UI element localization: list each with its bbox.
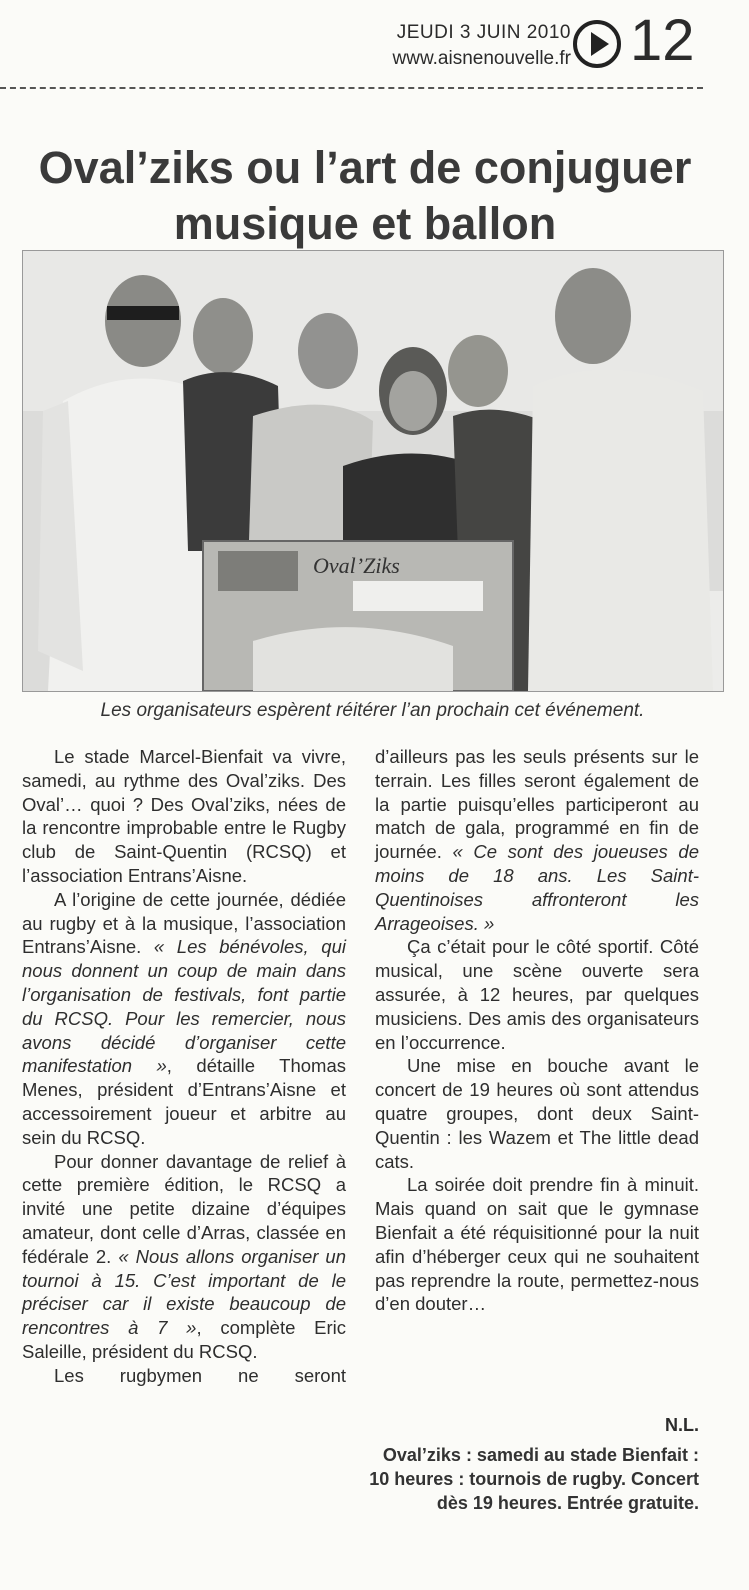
poster-title: Oval’Ziks bbox=[313, 553, 400, 578]
paragraph: Les rugbymen ne seront bbox=[54, 1364, 346, 1386]
paragraph: Le stade Marcel-Bienfait va vivre, samedi, au rythme des Oval’ziks. Des Oval’… quoi ? Des Oval’ziks, nées de la rencontre improbable entre le Rugby club de Saint-Quentin (RCSQ) et l’association Entrans’Aisne. bbox=[22, 746, 346, 886]
play-arrow-icon bbox=[572, 19, 622, 69]
quote: « Les bénévoles, qui nous donnent un coup de main dans l’organisation de festivals, font partie du RCSQ. Pour les remercier, nous avons décidé d’organiser cette manifestation » bbox=[22, 936, 346, 1077]
paragraph bbox=[22, 888, 346, 1150]
article-column-left bbox=[22, 745, 346, 1388]
paragraph: Une mise en bouche avant le concert de 19 heures où sont attendus quatre groupes, dont deux Saint-Quentin : les Wazem et The little dead cats. bbox=[375, 1055, 699, 1172]
article-photo bbox=[22, 250, 724, 692]
page-header bbox=[0, 0, 749, 95]
paragraph-text: d’ailleurs pas les seuls présents sur le terrain. Les filles seront également de la partie puisqu’elles participeront au match de gala, programmé en fin de journée. bbox=[375, 746, 699, 863]
paragraph-text: Pour donner davantage de relief à cette première édition, le RCSQ a invité une petite dizaine d’équipes amateur, dont celle d’Arras, classée en fédérale 2. bbox=[22, 1150, 346, 1267]
issue-date: JEUDI 3 JUIN 2010 bbox=[396, 22, 571, 43]
event-info: Oval’ziks : samedi au stade Bienfait : 10 heures : tournois de rugby. Concert dès 19 heures. Entrée gratuite. bbox=[369, 1445, 699, 1513]
paragraph-text: , détaille Thomas Menes, président d’Entrans’Aisne et accessoirement joueur et arbitre au sein du RCSQ. bbox=[22, 1055, 346, 1148]
paragraph-text: A l’origine de cette journée, dédiée au rugby et à la musique, l’association Entrans’Aisne. bbox=[22, 888, 346, 958]
header-divider bbox=[0, 87, 703, 89]
author-signature: N.L. bbox=[665, 1415, 699, 1435]
website-url: www.aisnenouvelle.fr bbox=[392, 48, 571, 69]
quote: « Nous allons organiser un tournoi à 15. C’est important de le préciser car il existe beaucoup de rencontres à 7 » bbox=[22, 1245, 346, 1339]
paragraph: Ça c’était pour le côté sportif. Côté musical, une scène ouverte sera assurée, à 12 heures, par quelques musiciens. Des amis des organisateurs en l’occurrence. bbox=[375, 936, 699, 1053]
quote: « Ce sont des joueuses de moins de 18 ans. Les Saint-Quentinoises affronteront les Arrageoises. » bbox=[375, 841, 699, 934]
article-headline: Oval’ziks ou l’art de conjuguer musique et ballon bbox=[38, 142, 692, 249]
paragraph bbox=[375, 745, 699, 935]
photo-caption: Les organisateurs espèrent réitérer l’an prochain cet événement. bbox=[100, 700, 645, 721]
paragraph: La soirée doit prendre fin à minuit. Mais quand on sait que le gymnase Bienfait a été réquisitionné pour la nuit afin d’héberger ceux qui ne souhaitent pas reprendre la route, permettez-nous d’en douter… bbox=[375, 1174, 699, 1315]
paragraph-text: , complète Eric Saleille, président du RCSQ. bbox=[22, 1317, 346, 1362]
page-number: 12 bbox=[630, 8, 695, 73]
article-column-right bbox=[375, 745, 699, 1316]
paragraph bbox=[22, 1150, 346, 1364]
